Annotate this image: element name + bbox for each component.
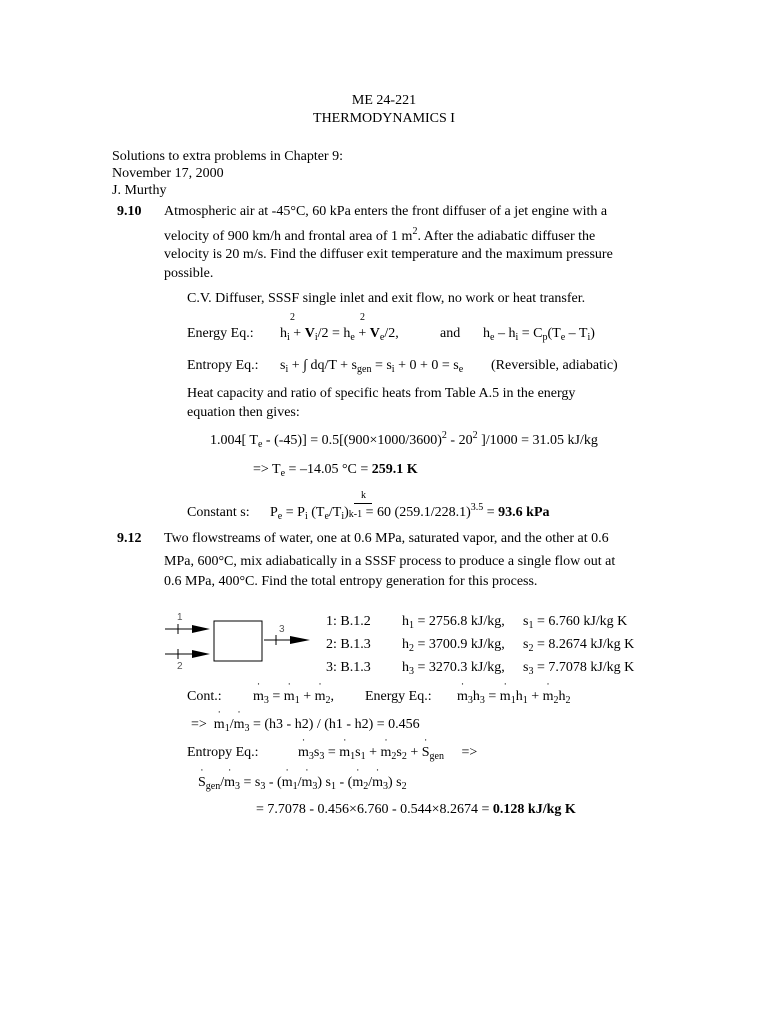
problem-9-12-line3: 0.6 MPa, 400°C. Find the total entropy generation for this process. [164,574,538,589]
entropy-equation: $s_i$ + ∫ $dq/T + s_{gen} = s_i + 0 + 0 = s_e$ [280,358,464,375]
fraction-bar [354,503,372,504]
entropy-generation-ratio: ˙ $S_{gen}/˙$ $m_3 = s_3$ - (˙ $m_1/˙$ $m_3$) $s_1$ - (˙ $m_2/˙$ $m_3$) $s_2$ [198,776,407,790]
energy-eq-label-2: Energy Eq.: [365,689,432,704]
author: J. Murthy [112,183,167,198]
state-label-3: 3 [279,624,285,635]
entropy-generation-result: = 7.7078 - 0.456×6.760 - 0.544×8.2674 = 0.128 kJ/kg K [256,802,576,817]
control-volume-statement: C.V. Diffuser, SSSF single inlet and exit flow, no work or heat transfer. [187,291,586,306]
energy-calculation: 1.004[ $T_e - (-45)] = 0.5[(900\times 1000/3600)^2 - 20^2$ ]/1000 = 31.05 kJ/kg [210,430,598,450]
date: November 17, 2000 [112,166,224,181]
course-number: ME 24-221 [351,93,417,108]
problem-9-12-line2: MPa, 600°C, mix adiabatically in a SSSF process to produce a single flow out at [164,554,616,569]
exponent-2: 2 [290,312,295,323]
problem-9-10-line4: possible. [164,266,214,281]
inlet-2-arrow [192,650,210,658]
mixing-chamber-diagram [160,608,320,672]
inlet-1-arrow [192,625,210,633]
problem-9-12-line1: Two flowstreams of water, one at 0.6 MPa, saturated vapor, and the other at 0.6 [164,531,609,546]
continuity-equation: ˙ $m_3$ = ˙ $m_1$ + ˙ $m_2$, [253,690,334,704]
problem-number-9-12: 9.12 [117,531,142,546]
exponent-2: 2 [360,312,365,323]
state-2-s: $s_2 = 8.2674$ kJ/kg K [523,637,635,654]
heat-capacity-line2: equation then gives: [187,405,300,420]
mixing-entropy-equation: ˙ $m_3s_3$ = ˙ $m_1s_1$ + ˙ $m_2s_2$ + ˙ $S_{gen}$ => [298,746,477,760]
entropy-note: (Reversible, adiabatic) [491,358,618,373]
entropy-eq-label: Entropy Eq.: [187,358,259,373]
heat-capacity-line1: Heat capacity and ratio of specific heats from Table A.5 in the energy [187,386,576,401]
continuity-label: Cont.: [187,689,222,704]
state-1-ref: 1: B.1.2 [326,614,371,629]
entropy-eq-label-2: Entropy Eq.: [187,745,259,760]
state-3-h: $h_3 = 3270.3$ kJ/kg, [402,660,505,677]
max-pressure: $P_e = P_i$ $(T_e/T_i)k-1 = 60$ $(259.1/228.1)^{3.5} = 93.6$ kPa [270,502,550,522]
mass-ratio: => ˙ $m_1/˙$ $m_3 = (h3 - h2) / (h1 - h2) = 0.456$ [191,718,420,732]
energy-equation: $h_i + V_i/2 = h_e + V_e/2$, [280,326,399,343]
problem-9-10-line1: Atmospheric air at -45°C, 60 kPa enters the front diffuser of a jet engine with a [164,204,608,219]
state-1-h: $h_1 = 2756.8$ kJ/kg, [402,614,505,631]
energy-and: and [440,326,461,341]
state-1-s: $s_1 = 6.760$ kJ/kg K [523,614,628,631]
state-label-1: 1 [177,612,183,623]
problem-number-9-10: 9.10 [117,204,142,219]
state-3-s: $s_3 = 7.7078$ kJ/kg K [523,660,635,677]
intro-line: Solutions to extra problems in Chapter 9: [112,149,343,164]
state-2-ref: 2: B.1.3 [326,637,371,652]
problem-9-10-line3: velocity is 20 m/s. Find the diffuser exit temperature and the maximum pressure [164,247,613,262]
exit-temperature: => $T_e = -14.05$ °C = 259.1 K [253,462,418,479]
mixing-chamber-box [214,621,262,661]
exponent-k: k [361,490,366,501]
outlet-arrow [290,636,310,644]
mixing-energy-equation: ˙ $m_3h_3$ = ˙ $m_1h_1$ + ˙ $m_2h_2$ [457,690,570,704]
state-label-2: 2 [177,661,183,672]
course-title: THERMODYNAMICS I [313,111,455,126]
constant-s-label: Constant s: [187,505,250,520]
state-3-ref: 3: B.1.3 [326,660,371,675]
cp-relation: $h_e - h_i = C_p(T_e - T_i)$ [483,326,595,343]
state-2-h: $h_2 = 3700.9$ kJ/kg, [402,637,505,654]
energy-eq-label: Energy Eq.: [187,326,254,341]
problem-9-10-line2: velocity of 900 km/h and frontal area of 1 $m^2$. After the adiabatic diffuser the [164,226,596,244]
